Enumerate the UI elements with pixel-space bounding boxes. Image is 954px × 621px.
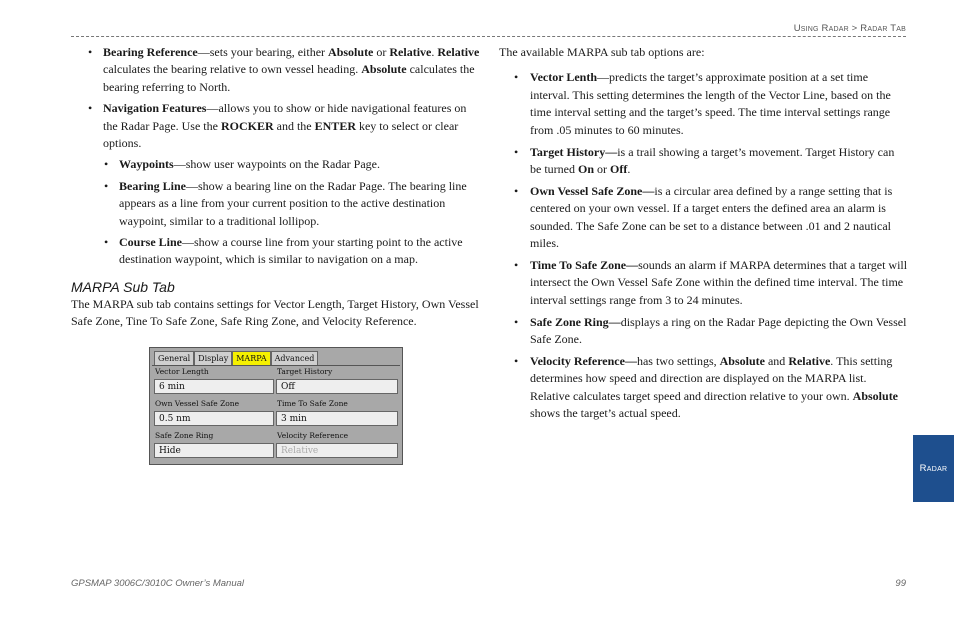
right-column xyxy=(499,44,908,427)
list-item-safe-zone-ring xyxy=(499,314,908,349)
bullet: • xyxy=(104,235,109,250)
text: and xyxy=(764,354,789,368)
section-side-tab: Radar xyxy=(913,435,954,502)
footer-manual-title: GPSMAP 3006C/3010C Owner’s Manual xyxy=(71,578,245,589)
intro-text: The available MARPA sub tab options are: xyxy=(499,45,705,59)
section-text: The MARPA sub tab contains settings for Vector Length, Target History, Own Vessel Safe Zone, Tine To Safe Zone, Safe Ring Zone, and Velocity Reference. xyxy=(71,296,479,329)
bullet: • xyxy=(514,183,519,198)
text: displays a ring on the Radar Page depicting the Own Vessel Safe Zone. xyxy=(530,314,907,347)
term: On xyxy=(577,161,594,176)
text: and the xyxy=(273,118,315,133)
term: Absolute xyxy=(719,354,765,368)
term: Bearing Reference xyxy=(103,45,198,59)
term: Velocity Reference— xyxy=(530,354,637,368)
field-label: Safe Zone Ring xyxy=(155,431,214,440)
bullet: • xyxy=(514,314,519,329)
bullet: • xyxy=(104,157,109,172)
list-item-navigation-features xyxy=(71,100,483,152)
velocity-reference-field: Relative xyxy=(276,443,398,458)
term: ROCKER xyxy=(220,118,274,133)
tab-divider xyxy=(152,365,400,366)
list-item-vector-length xyxy=(499,69,908,139)
tab-advanced: Advanced xyxy=(271,351,319,365)
list-item-time-to-safe-zone xyxy=(499,257,908,309)
marpa-options-list xyxy=(499,69,908,422)
text: . xyxy=(627,161,631,176)
term: Safe Zone Ring— xyxy=(530,314,621,329)
sub-item-bearing-line xyxy=(71,178,483,230)
tab-bar xyxy=(154,351,318,365)
text: or xyxy=(594,161,610,176)
time-to-safe-zone-field: 3 min xyxy=(276,411,398,426)
text: —predicts the target’s approximate position at a set time interval. This setting determines the length of the Vector Line, based on the time interval setting and the target’s speed. The time interval settings range from .05 minutes to 60 minutes. xyxy=(530,70,891,137)
text: —allows you to show or hide navigational features on the Radar Page. Use the xyxy=(103,101,467,133)
term: Absolute xyxy=(361,62,407,77)
section-title: MARPA Sub Tab xyxy=(71,278,175,295)
list-item-bearing-reference xyxy=(71,44,483,96)
text: —show a course line from your starting point to the active destination waypoint, which is similar to navigation on a map. xyxy=(119,235,463,267)
term: Vector Lenth xyxy=(530,70,597,85)
term: Target History— xyxy=(530,144,618,159)
term: Relative xyxy=(788,354,831,368)
field-label: Own Vessel Safe Zone xyxy=(155,399,240,408)
header-rule xyxy=(71,36,906,37)
text: shows the target’s actual speed. xyxy=(530,406,681,421)
term: Time To Safe Zone— xyxy=(530,257,639,272)
running-header: Using Radar > Radar Tab xyxy=(793,23,906,34)
bullet: • xyxy=(88,101,93,116)
bullet: • xyxy=(514,354,519,368)
text: sounds an alarm if MARPA determines that a target will intersect the Own Vessel Safe Zone within the defined time interval. The time interval settings range from 3 to 24 minutes. xyxy=(530,257,908,307)
tab-general: General xyxy=(154,351,194,365)
term: Absolute xyxy=(328,45,374,59)
text: is a circular area defined by a range setting that is centered on your own vessel. If a target enters the defined area an alarm is sounded. The Safe Zone can be set to a distance between .01 and 2 nautical miles. xyxy=(530,183,893,251)
page-number: 99 xyxy=(895,578,906,589)
term: Navigation Features xyxy=(103,101,207,116)
bullet: • xyxy=(104,178,109,193)
term: Own Vessel Safe Zone— xyxy=(530,183,655,198)
list-item-target-history xyxy=(499,144,908,179)
safe-zone-ring-field: Hide xyxy=(154,443,274,458)
text: key to select or clear options. xyxy=(103,118,459,151)
field-label: Time To Safe Zone xyxy=(277,399,348,408)
bullet: • xyxy=(514,257,519,272)
term: Course Line xyxy=(119,235,182,250)
text: —show a bearing line on the Radar Page. The bearing line appears as a line from your current position to the active destination waypoint, similar to a traditional lollipop. xyxy=(119,178,467,228)
left-column xyxy=(71,44,483,331)
tab-marpa: MARPA xyxy=(232,351,270,365)
field-label: Target History xyxy=(277,367,333,376)
term: Absolute xyxy=(852,388,899,403)
field-label: Vector Length xyxy=(155,367,209,376)
settings-list xyxy=(71,44,483,269)
text: has two settings, xyxy=(636,354,720,368)
text: is a trail showing a target’s movement. Target History can be turned xyxy=(530,144,895,176)
marpa-settings-screenshot xyxy=(149,347,403,465)
term: Relative xyxy=(437,45,480,59)
bullet: • xyxy=(514,70,519,85)
term: Bearing Line xyxy=(119,178,187,193)
bullet: • xyxy=(88,45,93,59)
text: —sets your bearing, either xyxy=(197,45,329,59)
own-vessel-safe-zone-field: 0.5 nm xyxy=(154,411,274,426)
list-item-own-vessel-safe-zone xyxy=(499,183,908,253)
vector-length-field: 6 min xyxy=(154,379,274,394)
term: Waypoints xyxy=(119,157,174,172)
sub-item-waypoints xyxy=(71,156,483,173)
text: . This setting determines how speed and direction are displayed on the MARPA list. Relative calculates target speed and direction relative to your own. xyxy=(530,354,893,403)
sub-item-course-line xyxy=(71,234,483,269)
text: . xyxy=(431,45,438,59)
term: Relative xyxy=(389,45,432,59)
text: calculates the bearing referring to North. xyxy=(103,62,475,94)
text: —show user waypoints on the Radar Page. xyxy=(173,157,380,172)
text: or xyxy=(373,45,390,59)
field-label: Velocity Reference xyxy=(277,431,349,440)
term: ENTER xyxy=(314,118,356,133)
target-history-field: Off xyxy=(276,379,398,394)
bullet: • xyxy=(514,144,519,159)
list-item-velocity-reference xyxy=(499,353,908,423)
text: calculates the bearing relative to own vessel heading. xyxy=(103,62,362,77)
tab-display: Display xyxy=(194,351,232,365)
term: Off xyxy=(610,161,628,176)
